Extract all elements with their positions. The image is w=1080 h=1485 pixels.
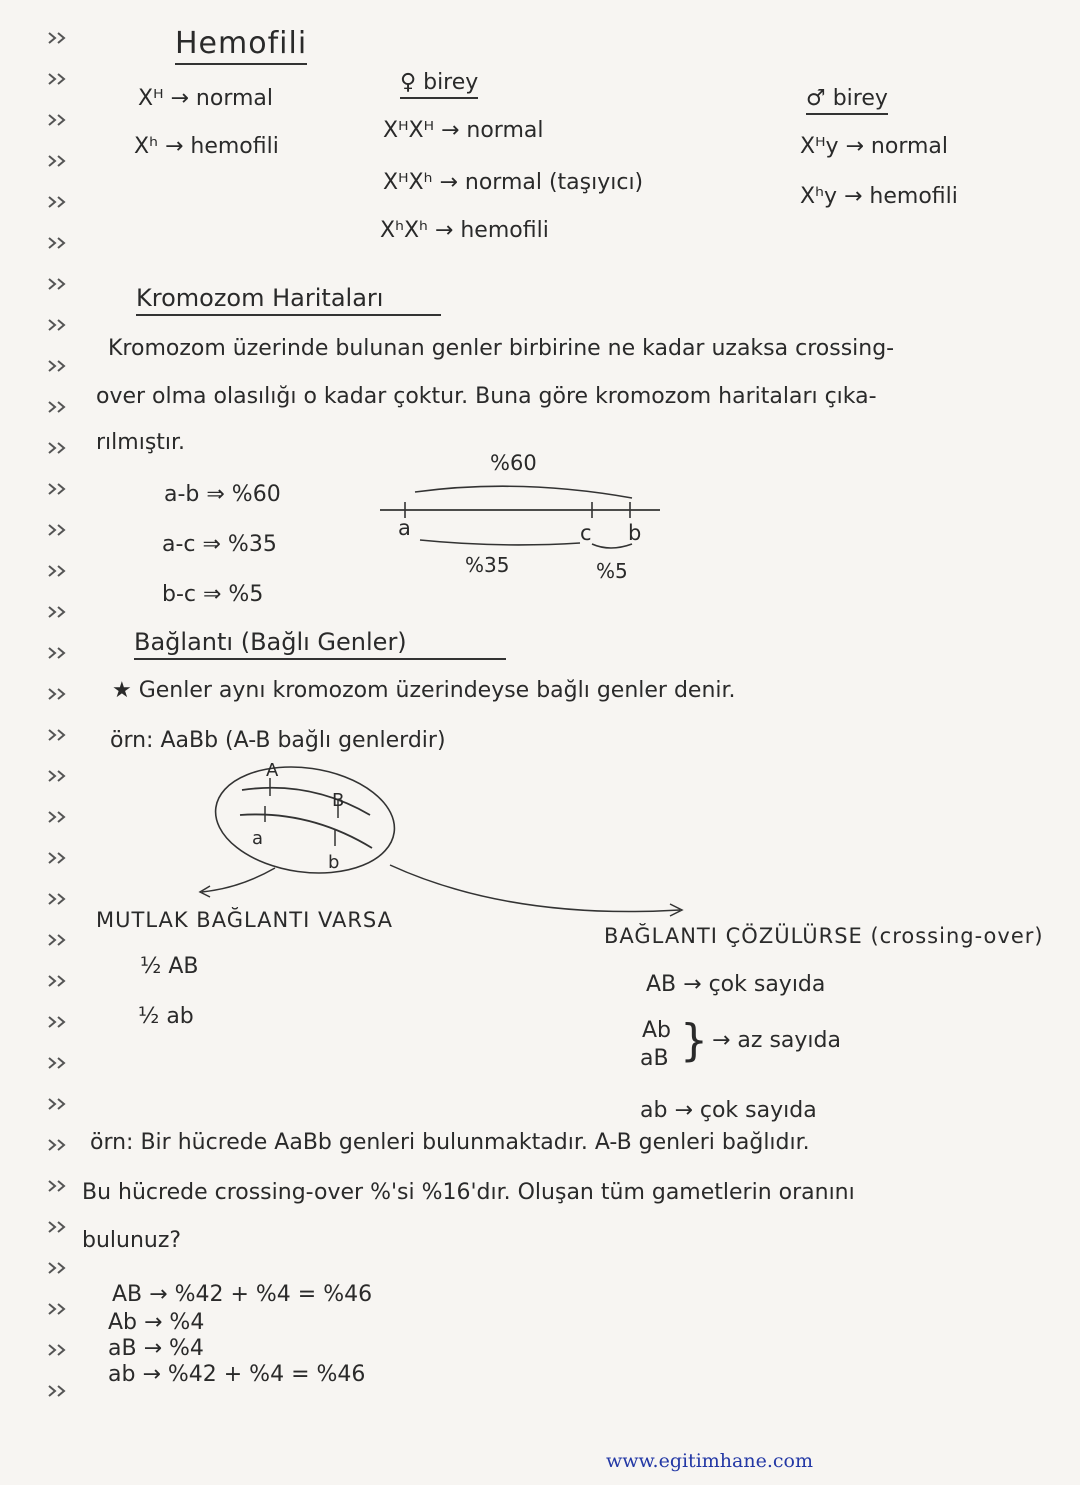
gene-label-b: b (328, 852, 340, 873)
brace-35 (420, 540, 580, 545)
binding-ring (46, 891, 68, 907)
baglanti-rule: ★ Genler aynı kromozom üzerindeyse bağlı genler denir. (112, 678, 736, 703)
mutlak-baglanti-title: MUTLAK BAĞLANTI VARSA (96, 908, 394, 932)
distance-a-c: a-c ⇒ %35 (162, 532, 277, 557)
arrow-left-curve (202, 868, 275, 892)
cozulurse-Ab: Ab (642, 1018, 672, 1043)
mutlak-gamete-ab: ½ ab (138, 1004, 194, 1029)
example-line-2: Bu hücrede crossing-over %'si %16'dır. Oluşan tüm gametlerin oranını (82, 1180, 855, 1205)
mutlak-gamete-AB: ½ AB (140, 954, 199, 979)
kromozom-text-line-3: rılmıştır. (96, 430, 186, 455)
example-line-1: örn: Bir hücrede AaBb genleri bulunmaktadır. A-B genleri bağlıdır. (90, 1130, 810, 1155)
binding-ring (46, 235, 68, 251)
binding-ring (46, 317, 68, 333)
kromozom-title: Kromozom Haritaları (136, 284, 441, 316)
chromosome-map-diagram (370, 440, 670, 590)
binding-ring (46, 768, 68, 784)
cozulurse-az-sayida: → az sayıda (712, 1028, 841, 1053)
binding-ring (46, 727, 68, 743)
cozulurse-aB: aB (640, 1046, 669, 1071)
map-label-5: %5 (596, 559, 628, 583)
map-label-b: b (628, 521, 642, 545)
gene-label-a: a (252, 828, 264, 849)
binding-ring (46, 932, 68, 948)
brace-60 (415, 486, 632, 498)
gene-label-A: A (266, 760, 279, 781)
binding-ring (46, 973, 68, 989)
binding-ring (46, 153, 68, 169)
female-genotype-1: XᴴXᴴ → normal (383, 118, 544, 143)
baglanti-cozulurse-title: BAĞLANTI ÇÖZÜLÜRSE (crossing-over) (604, 924, 1044, 948)
cozulurse-AB: AB → çok sayıda (646, 972, 826, 997)
male-genotype-1: Xᴴy → normal (800, 134, 949, 159)
linked-genes-diagram (180, 760, 720, 920)
binding-ring (46, 481, 68, 497)
binding-ring (46, 71, 68, 87)
binding-ring (46, 850, 68, 866)
binding-ring (46, 809, 68, 825)
answer-aB: aB → %4 (108, 1336, 204, 1361)
binding-ring (46, 358, 68, 374)
baglanti-example: örn: AaBb (A-B bağlı genlerdir) (110, 728, 446, 753)
kromozom-text-line-2: over olma olasılığı o kadar çoktur. Buna göre kromozom haritaları çıka- (96, 384, 877, 409)
binding-ring (46, 1096, 68, 1112)
allele-hemofili: Xʰ → hemofili (134, 134, 279, 159)
binding-ring (46, 1014, 68, 1030)
map-label-35: %35 (465, 553, 510, 577)
brace-5 (592, 544, 632, 548)
binding-ring (46, 399, 68, 415)
distance-b-c: b-c ⇒ %5 (162, 582, 264, 607)
map-label-a: a (398, 516, 411, 540)
female-genotype-2: XᴴXʰ → normal (taşıyıcı) (383, 170, 644, 195)
binding-ring (46, 30, 68, 46)
binding-ring (46, 1260, 68, 1276)
binding-ring (46, 1383, 68, 1399)
binding-ring (46, 686, 68, 702)
answer-Ab: Ab → %4 (108, 1310, 205, 1335)
binding-ring (46, 276, 68, 292)
binding-ring (46, 112, 68, 128)
binding-ring (46, 1137, 68, 1153)
binding-ring (46, 645, 68, 661)
binding-ring (46, 1301, 68, 1317)
binding-ring (46, 1055, 68, 1071)
female-header: ♀ birey (400, 70, 478, 99)
baglanti-title: Bağlantı (Bağlı Genler) (134, 628, 506, 660)
binding-ring (46, 522, 68, 538)
allele-normal: Xᴴ → normal (138, 86, 273, 111)
cozulurse-ab: ab → çok sayıda (640, 1098, 817, 1123)
binding-ring (46, 194, 68, 210)
cozulurse-brace: } (680, 1015, 708, 1066)
binding-ring (46, 1178, 68, 1194)
chromosome-upper (242, 788, 370, 815)
map-label-c: c (580, 521, 592, 545)
arrow-right-curve (390, 865, 680, 912)
example-line-3: bulunuz? (82, 1228, 182, 1253)
binding-ring (46, 604, 68, 620)
map-label-60: %60 (490, 451, 537, 475)
male-header: ♂ birey (806, 86, 888, 115)
distance-a-b: a-b ⇒ %60 (164, 482, 281, 507)
female-genotype-3: XʰXʰ → hemofili (380, 218, 549, 243)
binding-ring (46, 1219, 68, 1235)
gene-label-B: B (332, 790, 345, 811)
binding-ring (46, 440, 68, 456)
answer-ab: ab → %42 + %4 = %46 (108, 1362, 366, 1387)
kromozom-text-line-1: Kromozom üzerinde bulunan genler birbirine ne kadar uzaksa crossing- (108, 336, 895, 361)
binding-ring (46, 1342, 68, 1358)
hemofili-title: Hemofili (175, 26, 307, 65)
male-genotype-2: Xʰy → hemofili (800, 184, 958, 209)
answer-AB: AB → %42 + %4 = %46 (112, 1282, 373, 1307)
spiral-binding (46, 30, 76, 1430)
footer-website-link[interactable]: www.egitimhane.com (606, 1450, 813, 1472)
binding-ring (46, 563, 68, 579)
